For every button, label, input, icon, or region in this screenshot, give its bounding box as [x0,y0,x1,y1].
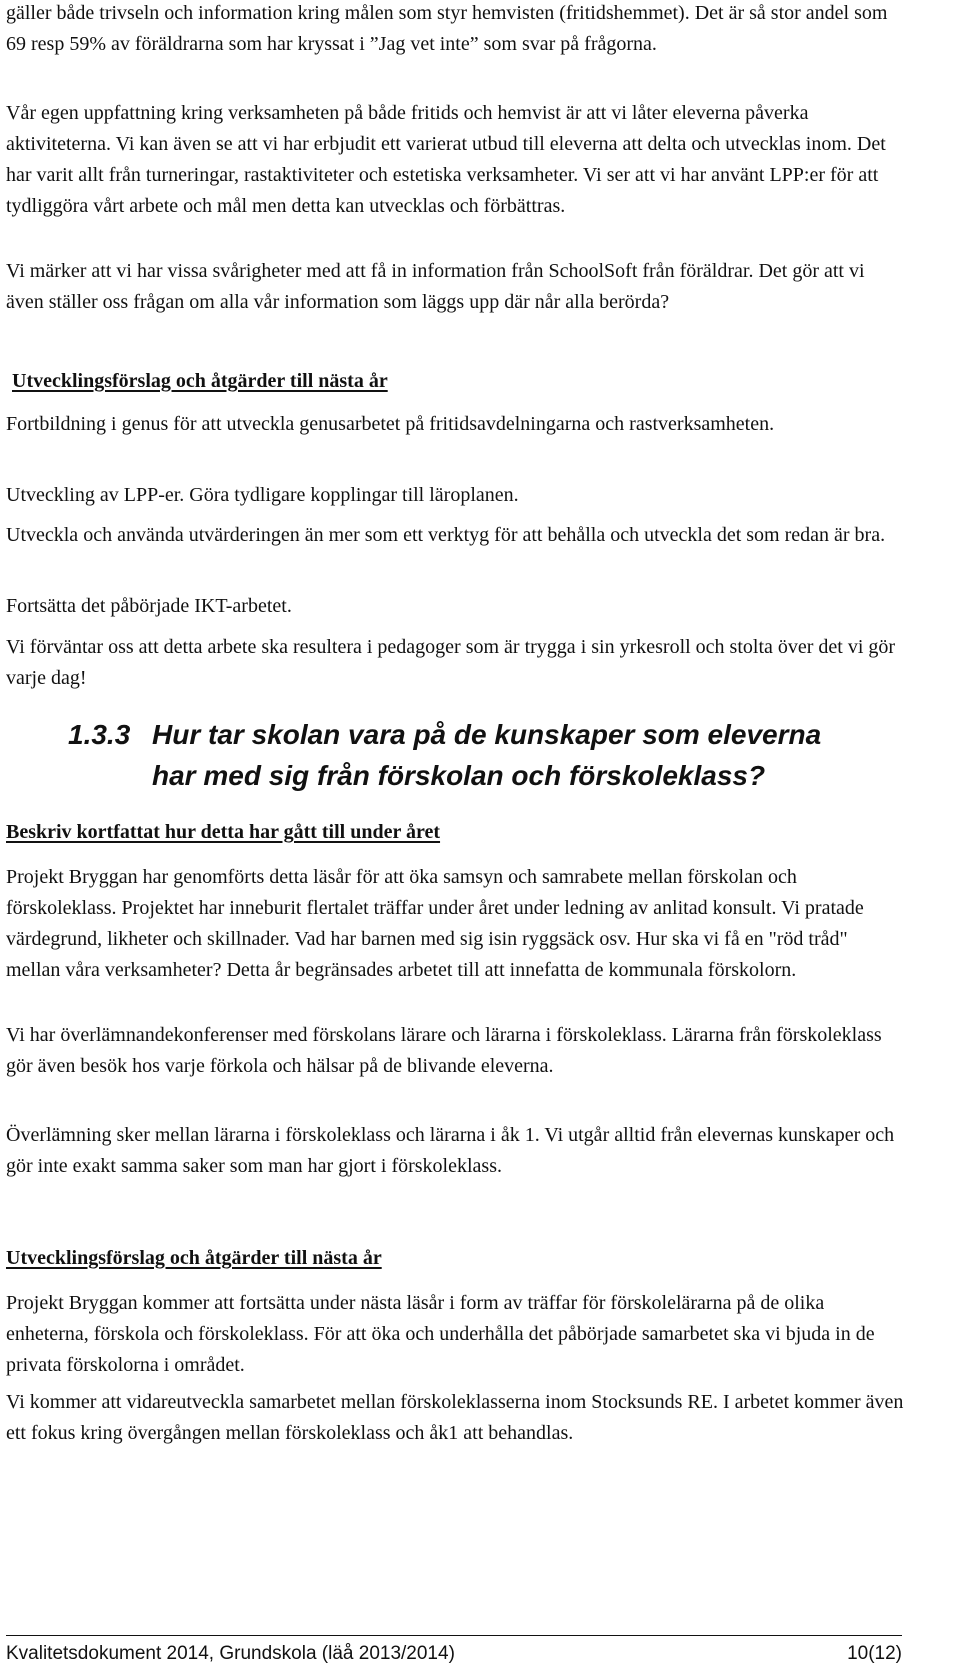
paragraph-evaluation: Utveckla och använda utvärderingen än mer som ett verktyg för att behålla och utveckla det som redan är bra. [6,524,886,546]
paragraph-lpp: Utveckling av LPP-er. Göra tydligare kopplingar till läroplanen. [6,484,519,506]
section-heading-development-2: Utvecklingsförslag och åtgärder till nästa år [6,1247,382,1269]
paragraph-bryggan-continues: Projekt Bryggan kommer att fortsätta under nästa läsår i form av träffar för förskolelärarna på de olika enheterna, förskola och förskoleklass. För att öka och underhålla det påbörjade samarbetet ska vi bjuda in de privata förskolorna i området. [6,1292,875,1376]
section-heading-description: Beskriv kortfattat hur detta har gått till under året [6,821,441,843]
heading-1-3-3 [68,714,888,796]
heading-line-1: Hur tar skolan vara på de kunskaper som eleverna [152,719,822,750]
paragraph-ikt: Fortsätta det påbörjade IKT-arbetet. [6,595,292,617]
paragraph-stocksund: Vi kommer att vidareutveckla samarbetet mellan förskoleklasserna inom Stocksunds RE. I arbetet kommer även ett fokus kring övergången mellan förskoleklass och åk1 att behandlas. [6,1391,904,1444]
paragraph-handover-conferences: Vi har överlämnandekonferenser med förskolans lärare och lärarna i förskoleklass. Lärarna från förskoleklass gör även besök hos varje förkola och hälsar på de blivande eleverna. [6,1024,882,1077]
paragraph-parent-survey: gäller både trivseln och information kring målen som styr hemvisten (fritidshemmet). Det är så stor andel som 69 resp 59% av föräldrarna som har kryssat i ”Jag vet inte” som svar på frågorna. [6,2,888,55]
heading-number: 1.3.3 [68,719,131,750]
paragraph-project-bryggan: Projekt Bryggan har genomförts detta läsår för att öka samsyn och samrabete mellan förskolan och förskoleklass. Projektet har inneburit flertalet träffar under året under ledning av anlitad konsult. Vi pratade värdegrund, likheter och skillnader. Vad har barnen med sig isin ryggsäck osv. Hur ska vi få en "röd tråd" mellan våra verksamheter? Detta år begränsades arbetet till att innefatta de kommunala förskolorn. [6,866,864,981]
footer-document-title: Kvalitetsdokument 2014, Grundskola (läå 2013/2014) [6,1643,455,1664]
paragraph-own-assessment: Vår egen uppfattning kring verksamheten på både fritids och hemvist är att vi låter eleverna påverka aktiviteterna. Vi kan även se att vi har erbjudit ett varierat utbud till eleverna att delta och utvecklas inom. Det har varit allt från turneringar, rastaktiviteter och estetiska verksamheter. Vi ser att vi har använt LPP:er för att tydliggöra vårt arbete och mål men detta kan utvecklas och förbättras. [6,102,886,217]
section-heading-development-1: Utvecklingsförslag och åtgärder till nästa år [12,370,388,392]
paragraph-schoolsoft: Vi märker att vi har vissa svårigheter med att få in information från SchoolSoft från föräldrar. Det gör att vi även ställer oss frågan om alla vår information som läggs upp där når alla berörda? [6,260,865,313]
heading-line-2: har med sig från förskolan och förskoleklass? [152,760,766,791]
paragraph-gender-training: Fortbildning i genus för att utveckla genusarbetet på fritidsavdelningarna och rastverksamheten. [6,413,775,435]
footer-page-number: 10(12) [847,1643,902,1664]
paragraph-handover-grade1: Överlämning sker mellan lärarna i förskoleklass och lärarna i åk 1. Vi utgår alltid från elevernas kunskaper och gör inte exakt samma saker som man har gjort i förskoleklass. [6,1124,895,1177]
paragraph-expectation: Vi förväntar oss att detta arbete ska resultera i pedagoger som är trygga i sin yrkesroll och stolta över det vi gör varje dag! [6,636,896,689]
footer-divider [6,1635,902,1636]
